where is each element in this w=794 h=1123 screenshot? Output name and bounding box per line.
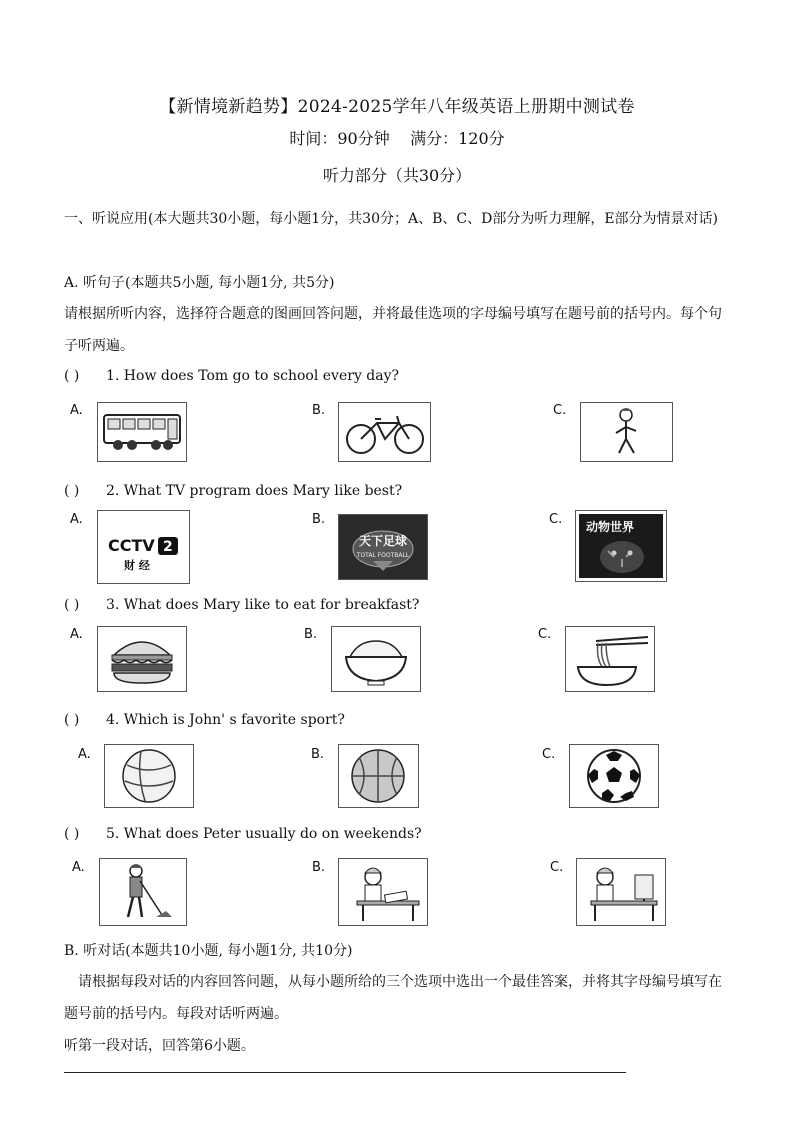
section-a-instructions: 请根据所听内容，选择符合题意的图画回答问题，并将最佳选项的字母编号填写在题号前的括号内。每个句子听两遍。 (64, 306, 722, 354)
option-label-b: B. (312, 403, 326, 418)
option-label-c: C. (553, 403, 567, 418)
option-label-c: C. (550, 860, 564, 875)
question-text: 1. How does Tom go to school every day? (106, 368, 400, 384)
part1-intro: 一、听说应用(本大题共30小题，每小题1分，共30分；A、B、C、D部分为听力理解，E部分为情景对话) (64, 211, 719, 227)
question-5 (64, 826, 422, 842)
studying-boy-icon[interactable] (338, 858, 428, 926)
section-b-instructions: 请根据每段对话的内容回答问题，从每小题所给的三个选项中选出一个最佳答案，并将其字母编号填写在题号前的括号内。每段对话听两遍。 (64, 974, 722, 1022)
option-label-b: B. (311, 747, 325, 762)
question-4 (64, 712, 345, 728)
football-logo-sub: TOTAL FOOTBALL (356, 552, 410, 559)
walking-boy-icon[interactable] (580, 402, 673, 462)
rice-bowl-icon[interactable] (331, 626, 421, 692)
question-2 (64, 483, 402, 499)
animal-world-logo[interactable] (575, 510, 667, 582)
exam-title: 【新情境新趋势】2024-2025学年八年级英语上册期中测试卷 (159, 97, 635, 117)
question-text: 5. What does Peter usually do on weekends? (106, 826, 422, 842)
option-label-b: B. (304, 627, 318, 642)
sweeping-boy-icon[interactable] (99, 858, 187, 926)
option-label-a: A. (72, 860, 85, 875)
bicycle-icon[interactable] (338, 402, 431, 462)
question-text: 2. What TV program does Mary like best? (106, 483, 403, 499)
cctv-channel-number: 2 (163, 539, 173, 555)
answer-paren[interactable]: ( ) (64, 712, 80, 728)
option-label-a: A. (70, 627, 83, 642)
basketball-icon[interactable] (338, 744, 419, 808)
section-b-title: B. 听对话(本题共10小题, 每小题1分, 共10分) (64, 943, 353, 959)
option-label-b: B. (312, 860, 326, 875)
bus-icon[interactable] (97, 402, 187, 462)
noodles-icon[interactable] (565, 626, 655, 692)
question-3 (64, 597, 419, 613)
cctv-sub-text: 财 经 (124, 559, 150, 572)
answer-paren[interactable]: ( ) (64, 826, 80, 842)
option-label-a: A. (70, 512, 83, 527)
question-1 (64, 368, 399, 384)
hamburger-icon[interactable] (97, 626, 187, 692)
question-text: 4. Which is John' s favorite sport? (106, 712, 345, 728)
answer-paren[interactable]: ( ) (64, 368, 80, 384)
option-label-a: A. (70, 403, 83, 418)
question-text: 3. What does Mary like to eat for breakfast? (106, 597, 420, 613)
answer-paren[interactable]: ( ) (64, 597, 80, 613)
soccer-ball-icon[interactable] (569, 744, 659, 808)
exam-time-info: 时间：90分钟 满分：120分 (289, 129, 505, 148)
cctv-text: CCTV (108, 536, 155, 555)
volleyball-icon[interactable] (104, 744, 194, 808)
option-label-c: C. (538, 627, 552, 642)
option-label-c: C. (542, 747, 556, 762)
dialogue-1-instruction: 听第一段对话，回答第6小题。 (64, 1038, 255, 1054)
section-a-title: A. 听句子(本题共5小题, 每小题1分, 共5分) (64, 275, 335, 291)
option-label-b: B. (312, 512, 326, 527)
bottom-rule (64, 1072, 626, 1073)
option-label-c: C. (549, 512, 563, 527)
option-label-a: A. (78, 747, 91, 762)
football-logo-text: 天下足球 (358, 534, 408, 548)
football-program-logo[interactable] (338, 514, 428, 580)
computer-boy-icon[interactable] (576, 858, 666, 926)
animal-logo-text: 动物世界 (586, 520, 635, 534)
answer-paren[interactable]: ( ) (64, 483, 80, 499)
listening-part-title: 听力部分（共30分） (322, 166, 472, 185)
cctv-finance-logo[interactable] (97, 510, 190, 584)
